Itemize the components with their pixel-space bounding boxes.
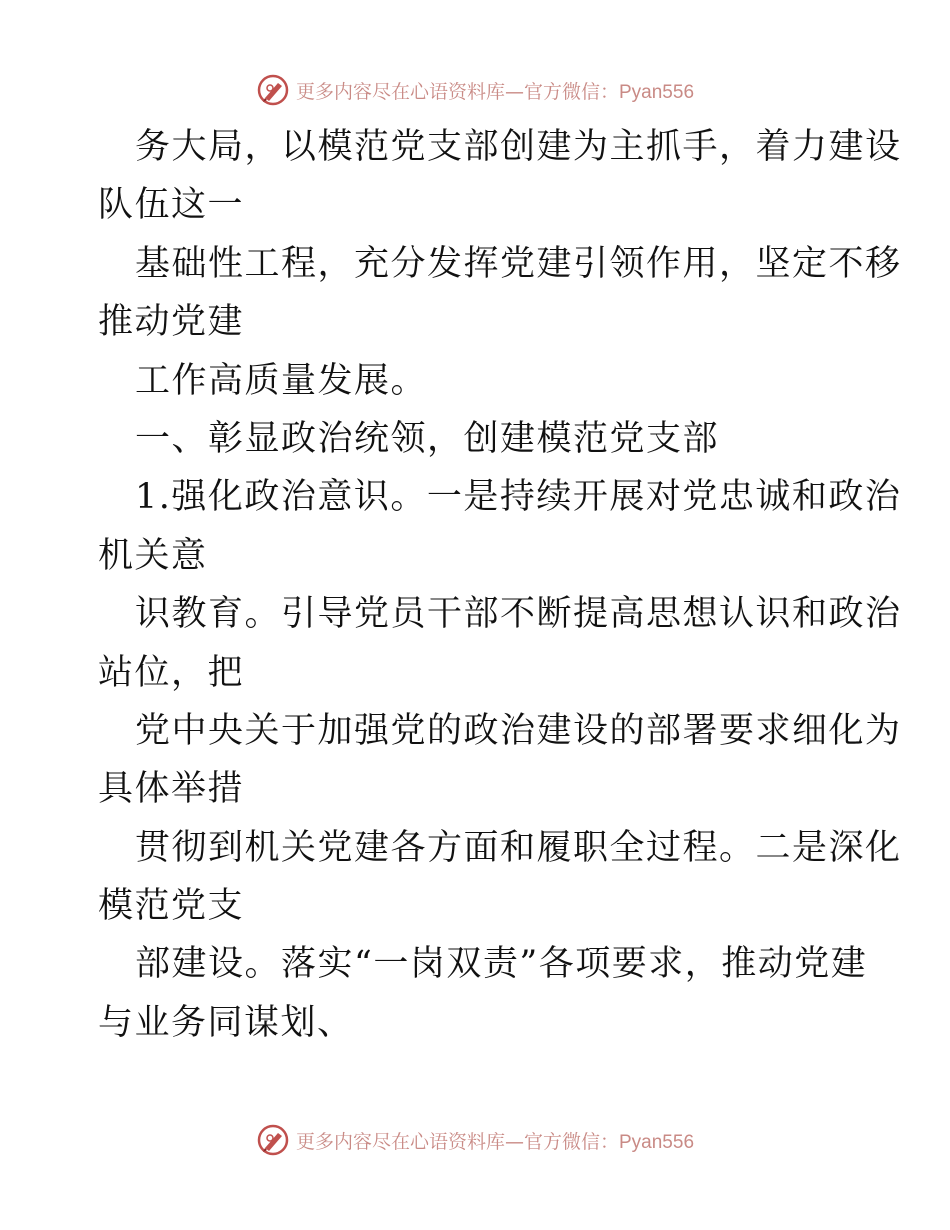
text-line: 工作高质量发展。 [135, 360, 428, 401]
document-body [98, 118, 902, 1052]
text-line: 与业务同谋划、 [98, 1002, 354, 1043]
watermark-wechat-id: Pyan556 [619, 81, 695, 103]
text-line: 基础性工程，充分发挥党建引领作用，坚定不移 [135, 243, 902, 284]
watermark-label: 更多内容尽在心语资料库—官方微信： [295, 80, 619, 103]
pen-logo-icon [256, 1123, 290, 1157]
footer-watermark [0, 1120, 950, 1160]
text-line: 站位，把 [98, 652, 245, 693]
text-line: 1.强化政治意识。一是持续开展对党忠诚和政治 [135, 477, 902, 518]
text-line: 一、彰显政治统领，创建模范党支部 [135, 418, 720, 459]
watermark-label: 更多内容尽在心语资料库—官方微信： [295, 1130, 619, 1153]
watermark-text [296, 1127, 694, 1154]
text-line: 部建设。落实“一岗双责”各项要求，推动党建 [135, 944, 868, 985]
text-line: 务大局，以模范党支部创建为主抓手，着力建设 [135, 127, 902, 167]
header-watermark [0, 70, 950, 110]
text-line: 党中央关于加强党的政治建设的部署要求细化为 [135, 710, 902, 751]
text-line: 队伍这一 [98, 185, 245, 226]
text-line: 机关意 [98, 535, 208, 576]
text-line: 识教育。引导党员干部不断提高思想认识和政治 [135, 594, 902, 635]
watermark-wechat-id: Pyan556 [619, 1131, 695, 1153]
text-line: 贯彻到机关党建各方面和履职全过程。二是深化 [135, 827, 902, 868]
pen-logo-icon [256, 73, 290, 107]
watermark-text [296, 77, 694, 104]
text-line: 具体举措 [98, 769, 245, 810]
text-line: 模范党支 [98, 886, 245, 927]
text-line: 推动党建 [98, 302, 245, 343]
